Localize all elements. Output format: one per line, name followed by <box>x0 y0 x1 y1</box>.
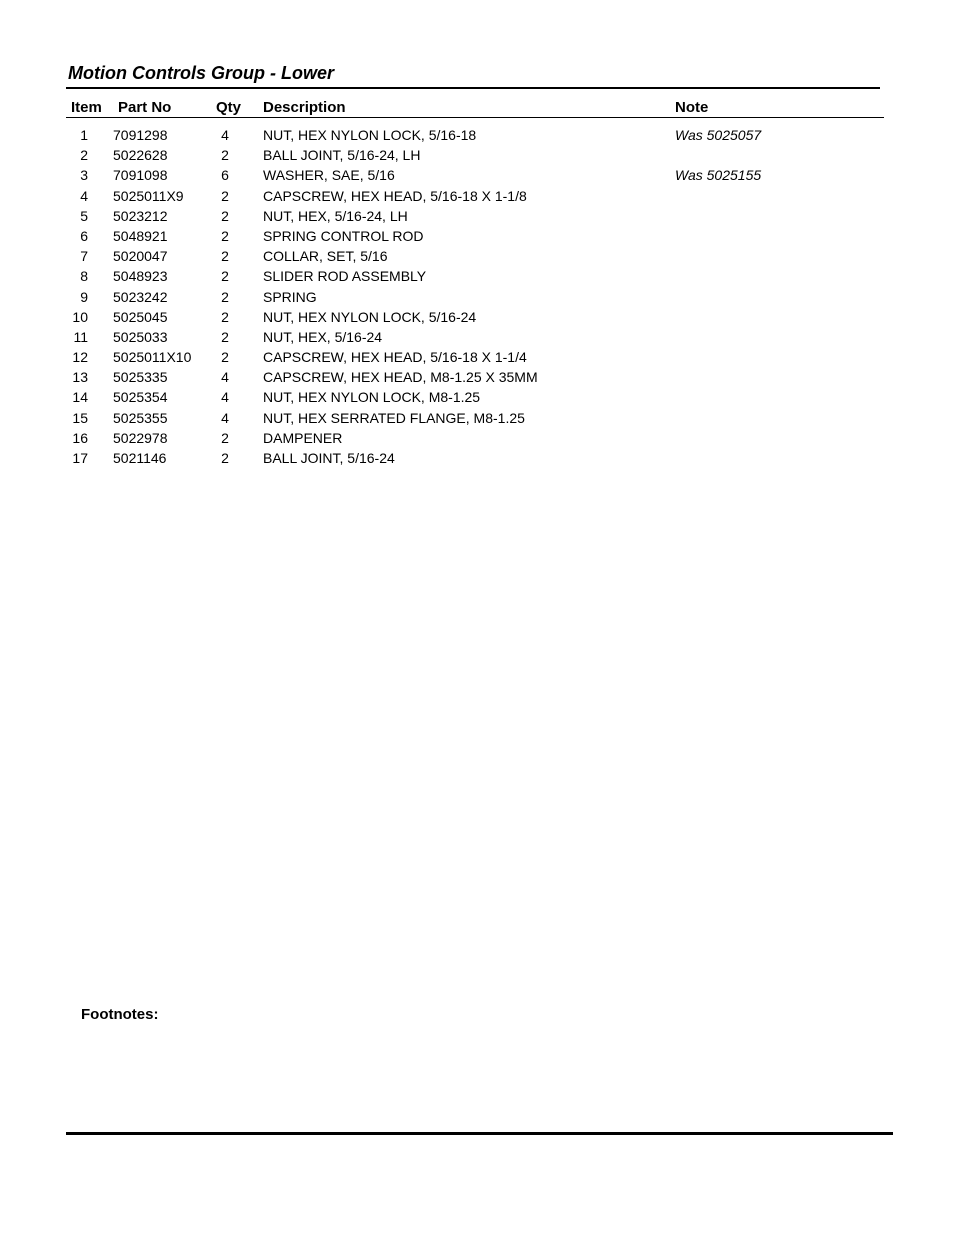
parts-table <box>66 99 884 470</box>
cell-qty: 4 <box>221 369 229 386</box>
cell-part-no: 5025045 <box>113 308 168 325</box>
cell-part-no: 5025011X9 <box>113 187 184 204</box>
cell-qty: 2 <box>221 450 229 466</box>
cell-item: 14 <box>72 389 88 406</box>
table-row <box>66 248 884 268</box>
cell-description: NUT, HEX SERRATED FLANGE, M8-1.25 <box>263 409 525 426</box>
cell-part-no: 5023242 <box>113 288 168 305</box>
cell-qty: 2 <box>221 308 229 325</box>
cell-qty: 2 <box>221 248 229 265</box>
table-row <box>66 228 884 248</box>
cell-part-no: 5020047 <box>113 248 168 265</box>
table-row <box>66 410 884 430</box>
table-row <box>66 208 884 228</box>
table-row <box>66 127 884 147</box>
cell-part-no: 5022628 <box>113 147 168 164</box>
cell-description: NUT, HEX NYLON LOCK, 5/16-18 <box>263 127 477 143</box>
cell-part-no: 7091098 <box>113 167 168 184</box>
cell-description: SPRING <box>263 288 317 305</box>
cell-item: 12 <box>72 349 88 366</box>
cell-item: 17 <box>72 450 88 466</box>
cell-description: SPRING CONTROL ROD <box>263 227 424 244</box>
cell-part-no: 5025335 <box>113 369 168 386</box>
cell-item: 7 <box>80 248 88 265</box>
cell-item: 9 <box>80 288 88 305</box>
header-part-no: Part No <box>118 99 172 116</box>
table-row <box>66 389 884 409</box>
cell-description: WASHER, SAE, 5/16 <box>263 167 395 184</box>
cell-note: Was 5025057 <box>675 127 762 143</box>
cell-description: NUT, HEX NYLON LOCK, 5/16-24 <box>263 308 477 325</box>
table-row <box>66 188 884 208</box>
cell-part-no: 5023212 <box>113 207 168 224</box>
cell-part-no: 5048923 <box>113 268 168 285</box>
cell-description: NUT, HEX NYLON LOCK, M8-1.25 <box>263 389 481 406</box>
cell-qty: 2 <box>221 207 229 224</box>
cell-qty: 4 <box>221 127 229 143</box>
cell-item: 5 <box>80 207 88 224</box>
table-row <box>66 147 884 167</box>
cell-item: 16 <box>72 429 88 446</box>
cell-description: CAPSCREW, HEX HEAD, 5/16-18 X 1-1/8 <box>263 187 527 204</box>
cell-item: 8 <box>80 268 88 285</box>
cell-qty: 2 <box>221 288 229 305</box>
cell-qty: 2 <box>221 429 229 446</box>
cell-part-no: 5025033 <box>113 328 168 345</box>
cell-item: 13 <box>72 369 88 386</box>
cell-item: 6 <box>80 227 88 244</box>
cell-part-no: 5022978 <box>113 429 168 446</box>
cell-qty: 6 <box>221 167 229 184</box>
cell-qty: 4 <box>221 389 229 406</box>
cell-item: 15 <box>72 409 88 426</box>
table-row <box>66 289 884 309</box>
cell-qty: 4 <box>221 409 229 426</box>
cell-item: 1 <box>80 127 88 143</box>
cell-item: 4 <box>80 187 88 204</box>
cell-description: CAPSCREW, HEX HEAD, M8-1.25 X 35MM <box>263 369 538 386</box>
cell-description: COLLAR, SET, 5/16 <box>263 248 388 265</box>
cell-qty: 2 <box>221 147 229 164</box>
cell-part-no: 5048921 <box>113 227 168 244</box>
cell-description: BALL JOINT, 5/16-24 <box>263 450 395 466</box>
page-title: Motion Controls Group - Lower <box>68 63 334 83</box>
cell-item: 10 <box>72 308 88 325</box>
cell-qty: 2 <box>221 328 229 345</box>
footer-divider <box>66 1132 893 1135</box>
table-row <box>66 268 884 288</box>
cell-item: 2 <box>80 147 88 164</box>
table-row <box>66 167 884 187</box>
table-row <box>66 369 884 389</box>
cell-description: NUT, HEX, 5/16-24, LH <box>263 207 408 224</box>
cell-description: DAMPENER <box>263 429 343 446</box>
table-row <box>66 450 884 470</box>
header-description: Description <box>263 99 346 116</box>
cell-description: SLIDER ROD ASSEMBLY <box>263 268 427 285</box>
cell-qty: 2 <box>221 349 229 366</box>
cell-part-no: 5025355 <box>113 409 168 426</box>
table-row <box>66 309 884 329</box>
header-note: Note <box>675 99 709 116</box>
cell-qty: 2 <box>221 227 229 244</box>
cell-part-no: 5025011X10 <box>113 349 192 366</box>
cell-qty: 2 <box>221 187 229 204</box>
cell-note: Was 5025155 <box>675 167 762 184</box>
cell-part-no: 5021146 <box>113 450 167 466</box>
cell-description: NUT, HEX, 5/16-24 <box>263 328 383 345</box>
table-body <box>66 118 884 470</box>
cell-part-no: 7091298 <box>113 127 168 143</box>
title-divider <box>66 87 880 89</box>
table-row <box>66 430 884 450</box>
cell-part-no: 5025354 <box>113 389 168 406</box>
header-item: Item <box>71 99 102 116</box>
cell-item: 11 <box>73 328 88 345</box>
table-row <box>66 349 884 369</box>
table-row <box>66 329 884 349</box>
table-header <box>66 99 884 118</box>
cell-item: 3 <box>80 167 88 184</box>
cell-qty: 2 <box>221 268 229 285</box>
header-qty: Qty <box>216 99 242 116</box>
cell-description: CAPSCREW, HEX HEAD, 5/16-18 X 1-1/4 <box>263 349 527 366</box>
footnotes-label: Footnotes: <box>81 1006 159 1023</box>
cell-description: BALL JOINT, 5/16-24, LH <box>263 147 421 164</box>
